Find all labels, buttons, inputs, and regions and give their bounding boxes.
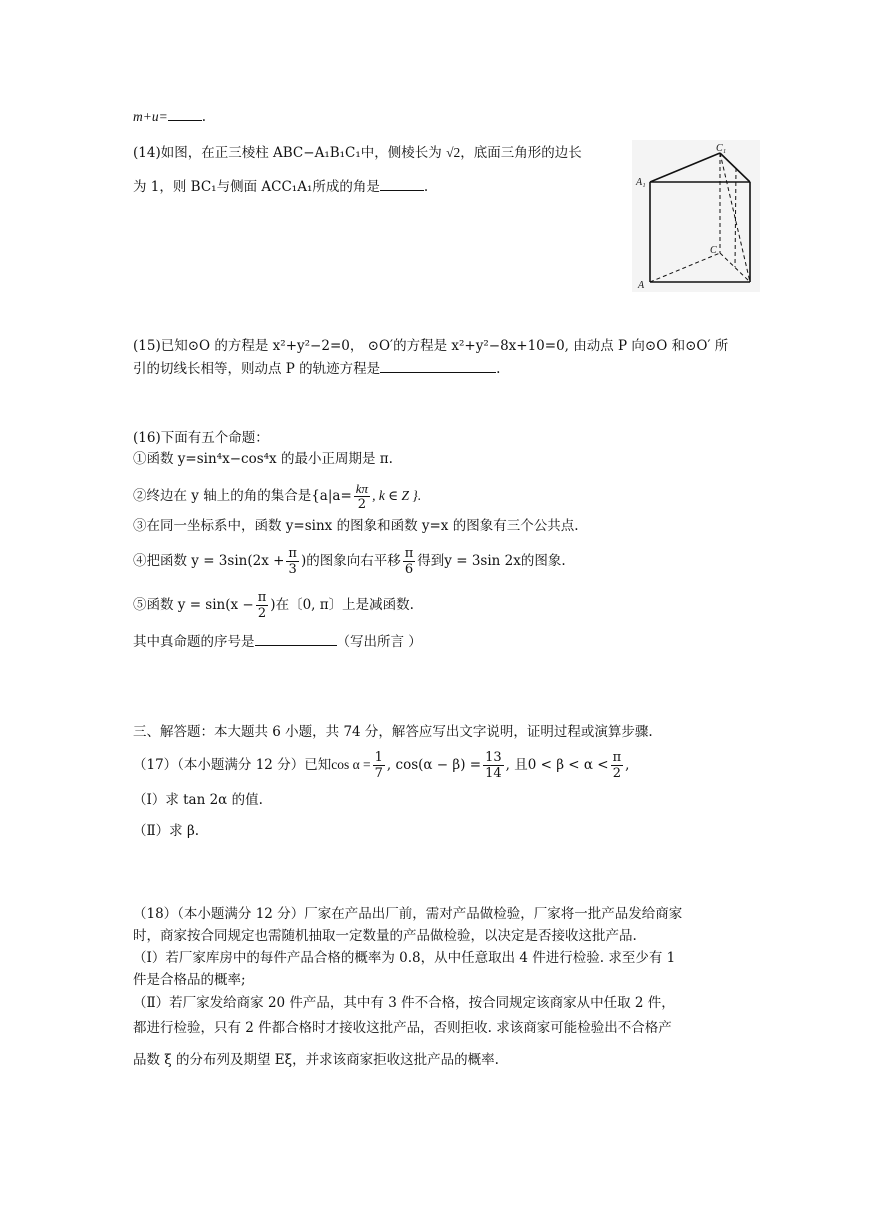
section3-heading: 三、解答题：本大题共 6 小题，共 74 分，解答应写出文字说明，证明过程或演算步骤. bbox=[133, 724, 653, 740]
q16-ask bbox=[133, 631, 422, 652]
q16-p5-frac: $\frac{\pi}{2}$ bbox=[257, 590, 267, 621]
prism-figure bbox=[632, 140, 760, 292]
q17-a: （17）（本小题满分 12 分）已知 bbox=[133, 757, 332, 773]
q17-frac3: $\frac{\pi}{2}$ bbox=[612, 750, 622, 781]
label-a: A bbox=[638, 280, 645, 291]
q13-tail bbox=[133, 106, 206, 127]
q18-line3: （Ⅰ）若厂家库房中的每件产品合格的概率为 0.8，从中任意取出 4 件进行检验. 求至少有 1 bbox=[133, 950, 676, 966]
q16-p5-a: ⑤函数 y = sin(x − bbox=[133, 597, 254, 613]
q15-line2 bbox=[133, 358, 500, 379]
q16-p4-b: )的图象向右平移 bbox=[300, 553, 401, 569]
q18-line6: 都进行检验，只有 2 件都合格时才接收这批产品，否则拒收. 求该商家可能检验出不合格产 bbox=[133, 1020, 672, 1036]
q14-answer-blank bbox=[380, 176, 424, 191]
q14-text1: (14)如图，在正三棱柱 ABC−A₁B₁C₁中，侧棱长为 bbox=[133, 145, 442, 161]
q15-text2: 引的切线长相等，则动点 P 的轨迹方程是 bbox=[133, 361, 381, 377]
q16-p4-frac2: $\frac{\pi}{6}$ bbox=[404, 546, 414, 577]
q18-line4: 件是合格品的概率; bbox=[133, 972, 246, 988]
q14-text1-end: ，底面三角形的边长 bbox=[460, 145, 582, 161]
q16-p1: ①函数 y=sin⁴x−cos⁴x 的最小正周期是 π. bbox=[133, 451, 393, 467]
q18-line1: （18）（本小题满分 12 分）厂家在产品出厂前，需对产品做检验，厂家将一批产品发给商家 bbox=[133, 906, 683, 922]
q18-line5: （Ⅱ）若厂家发给商家 20 件产品，其中有 3 件不合格，按合同规定该商家从中任取 2 件， bbox=[133, 995, 675, 1011]
q13-end: . bbox=[201, 109, 207, 125]
q16-ask-end: （写出所言 ） bbox=[336, 634, 422, 650]
label-c: C bbox=[710, 245, 717, 256]
q16-p2-frac: $\frac{k\pi}{2}$ bbox=[355, 481, 369, 512]
q17-c: , cos(α − β) = bbox=[386, 757, 482, 773]
q16-p4 bbox=[133, 542, 566, 580]
q15-line1 bbox=[133, 336, 728, 356]
q17-b: cos α = bbox=[331, 757, 371, 772]
q16-p2-b: , k ∈ Z }. bbox=[372, 488, 422, 503]
q16-p2-a: ②终边在 y 轴上的角的集合是{a|a= bbox=[133, 488, 352, 504]
q14-text2: 为 1，则 BC₁与侧面 ACC₁A₁所成的角是 bbox=[133, 179, 380, 195]
q15-answer-blank bbox=[380, 358, 496, 373]
q18-line7: 品数 ξ 的分布列及期望 Eξ，并求该商家拒收这批产品的概率. bbox=[133, 1052, 499, 1068]
q16-p4-frac1: $\frac{\pi}{3}$ bbox=[288, 546, 297, 577]
q17-part1: （Ⅰ）求 tan 2α 的值. bbox=[133, 792, 263, 808]
q17-d: , 且0 < β < α < bbox=[505, 757, 609, 773]
q17-line1 bbox=[133, 745, 629, 785]
q17-frac1: $\frac{1}{7}$ bbox=[374, 750, 383, 781]
q16-p5-b: )在〔0, π〕上是减函数. bbox=[270, 597, 414, 613]
q16-p5 bbox=[133, 586, 414, 624]
q18-line2: 时，商家按合同规定也需随机抽取一定数量的产品做检验，以决定是否接收这批产品. bbox=[133, 928, 637, 944]
q15-text1: (15)已知⊙O 的方程是 x²+y²−2=0， ⊙O′的方程是 x²+y²−8x+10=0, 由动点 P 向⊙O 和⊙O′ 所 bbox=[133, 338, 729, 354]
label-c1: C₁ bbox=[716, 143, 727, 154]
q14-text2-end: . bbox=[423, 179, 429, 195]
q13-expr: m+u= bbox=[133, 109, 168, 124]
q16-intro: (16)下面有五个命题： bbox=[133, 430, 269, 446]
q16-p2 bbox=[133, 476, 421, 516]
q14-line2 bbox=[133, 176, 428, 197]
q15-text2-end: . bbox=[496, 361, 501, 377]
q16-answer-blank bbox=[255, 631, 337, 646]
label-a1: A₁ bbox=[636, 177, 646, 188]
q17-frac2: $\frac{13}{14}$ bbox=[485, 750, 502, 781]
q16-ask-text: 其中真命题的序号是 bbox=[133, 634, 255, 650]
q16-p3: ③在同一坐标系中，函数 y=sinx 的图象和函数 y=x 的图象有三个公共点. bbox=[133, 518, 579, 534]
q14-sqrt: √2 bbox=[446, 145, 461, 160]
q17-e: , bbox=[625, 757, 630, 773]
q16-p4-a: ④把函数 y = 3sin(2x + bbox=[133, 553, 285, 569]
q17-part2: （Ⅱ）求 β. bbox=[133, 823, 200, 839]
q16-p4-c: 得到y = 3sin 2x的图象. bbox=[417, 553, 566, 569]
q13-answer-blank bbox=[168, 106, 202, 121]
q14-line1 bbox=[133, 143, 582, 163]
